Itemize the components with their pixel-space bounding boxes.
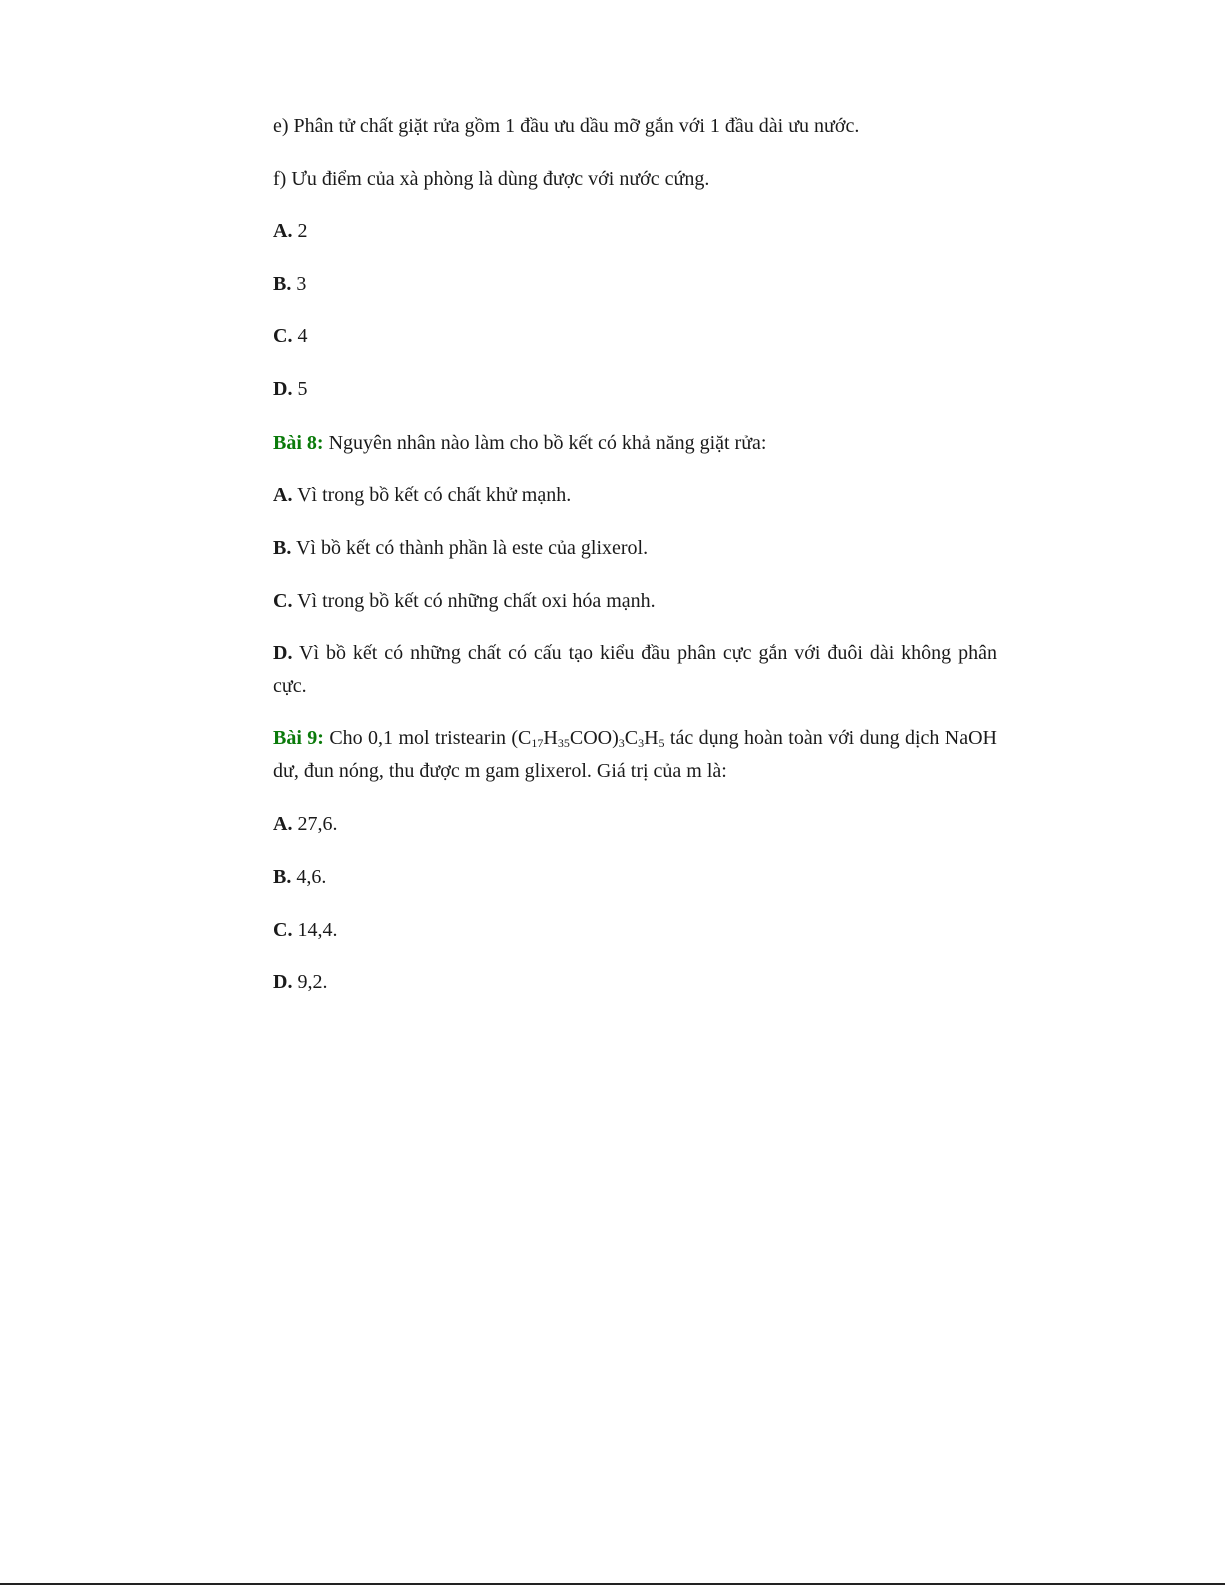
formula-subscript: 5	[658, 736, 665, 750]
option-text: Vì trong bồ kết có những chất oxi hóa mạnh.	[292, 590, 656, 612]
option-text: 9,2.	[292, 971, 328, 993]
q9-option-b	[273, 860, 997, 894]
option-text: 4	[292, 325, 308, 347]
q8-option-d	[273, 637, 997, 703]
option-text: 5	[292, 378, 308, 400]
option-text: Vì bồ kết có thành phần là este của glixerol.	[291, 537, 649, 559]
q7-option-b	[273, 267, 997, 301]
q7-option-a	[273, 214, 997, 248]
option-letter: C.	[273, 590, 293, 612]
q9-option-d	[273, 965, 997, 999]
formula-part: C	[624, 727, 639, 749]
option-text: 4,6.	[291, 866, 327, 888]
question-text: Nguyên nhân nào làm cho bồ kết có khả năng giặt rửa:	[323, 432, 767, 454]
option-letter: C.	[273, 325, 293, 347]
option-letter: A.	[273, 484, 293, 506]
formula-subscript: 17	[531, 736, 544, 750]
option-text: 3	[291, 273, 307, 295]
option-letter: D.	[273, 971, 293, 993]
question-label: Bài 9:	[273, 727, 324, 749]
formula-part: H	[644, 727, 659, 749]
option-letter: D.	[273, 378, 293, 400]
formula-part: COO)	[569, 727, 619, 749]
option-letter: B.	[273, 537, 292, 559]
option-text: Vì bồ kết có những chất có cấu tạo kiểu đầu phân cực gắn với đuôi dài không phân cực.	[273, 642, 997, 697]
option-letter: C.	[273, 919, 293, 941]
q8-option-c	[273, 584, 997, 618]
option-text: 2	[292, 220, 308, 242]
q8-option-a	[273, 478, 997, 512]
question-label: Bài 8:	[273, 432, 324, 454]
option-text: 27,6.	[292, 813, 338, 835]
option-letter: B.	[273, 273, 292, 295]
formula-subscript: 3	[638, 736, 645, 750]
q9-option-c	[273, 913, 997, 947]
question-text-start: Cho 0,1 mol tristearin (C	[323, 727, 532, 749]
q9-option-a	[273, 807, 997, 841]
statement-e: e) Phân tử chất giặt rửa gồm 1 đầu ưu dầu mỡ gắn với 1 đầu dài ưu nước.	[273, 115, 860, 137]
statement-f: f) Ưu điểm của xà phòng là dùng được với nước cứng.	[273, 168, 710, 190]
formula-subscript: 35	[557, 736, 570, 750]
q7-option-d	[273, 372, 997, 406]
q8-question	[273, 426, 997, 460]
option-text: Vì trong bồ kết có chất khử mạnh.	[292, 484, 572, 506]
option-letter: A.	[273, 220, 293, 242]
q8-option-b	[273, 531, 997, 565]
question-text-end: tác dụng hoàn toàn với dung dịch NaOH dư, đun nóng, thu được m gam glixerol. Giá trị của m là:	[273, 727, 997, 782]
formula-part: H	[543, 727, 558, 749]
formula-subscript: 3	[618, 736, 625, 750]
option-letter: B.	[273, 866, 292, 888]
q7-option-c	[273, 319, 997, 353]
option-letter: A.	[273, 813, 293, 835]
option-text: 14,4.	[292, 919, 338, 941]
option-letter: D.	[273, 642, 293, 664]
q9-question	[273, 722, 997, 788]
